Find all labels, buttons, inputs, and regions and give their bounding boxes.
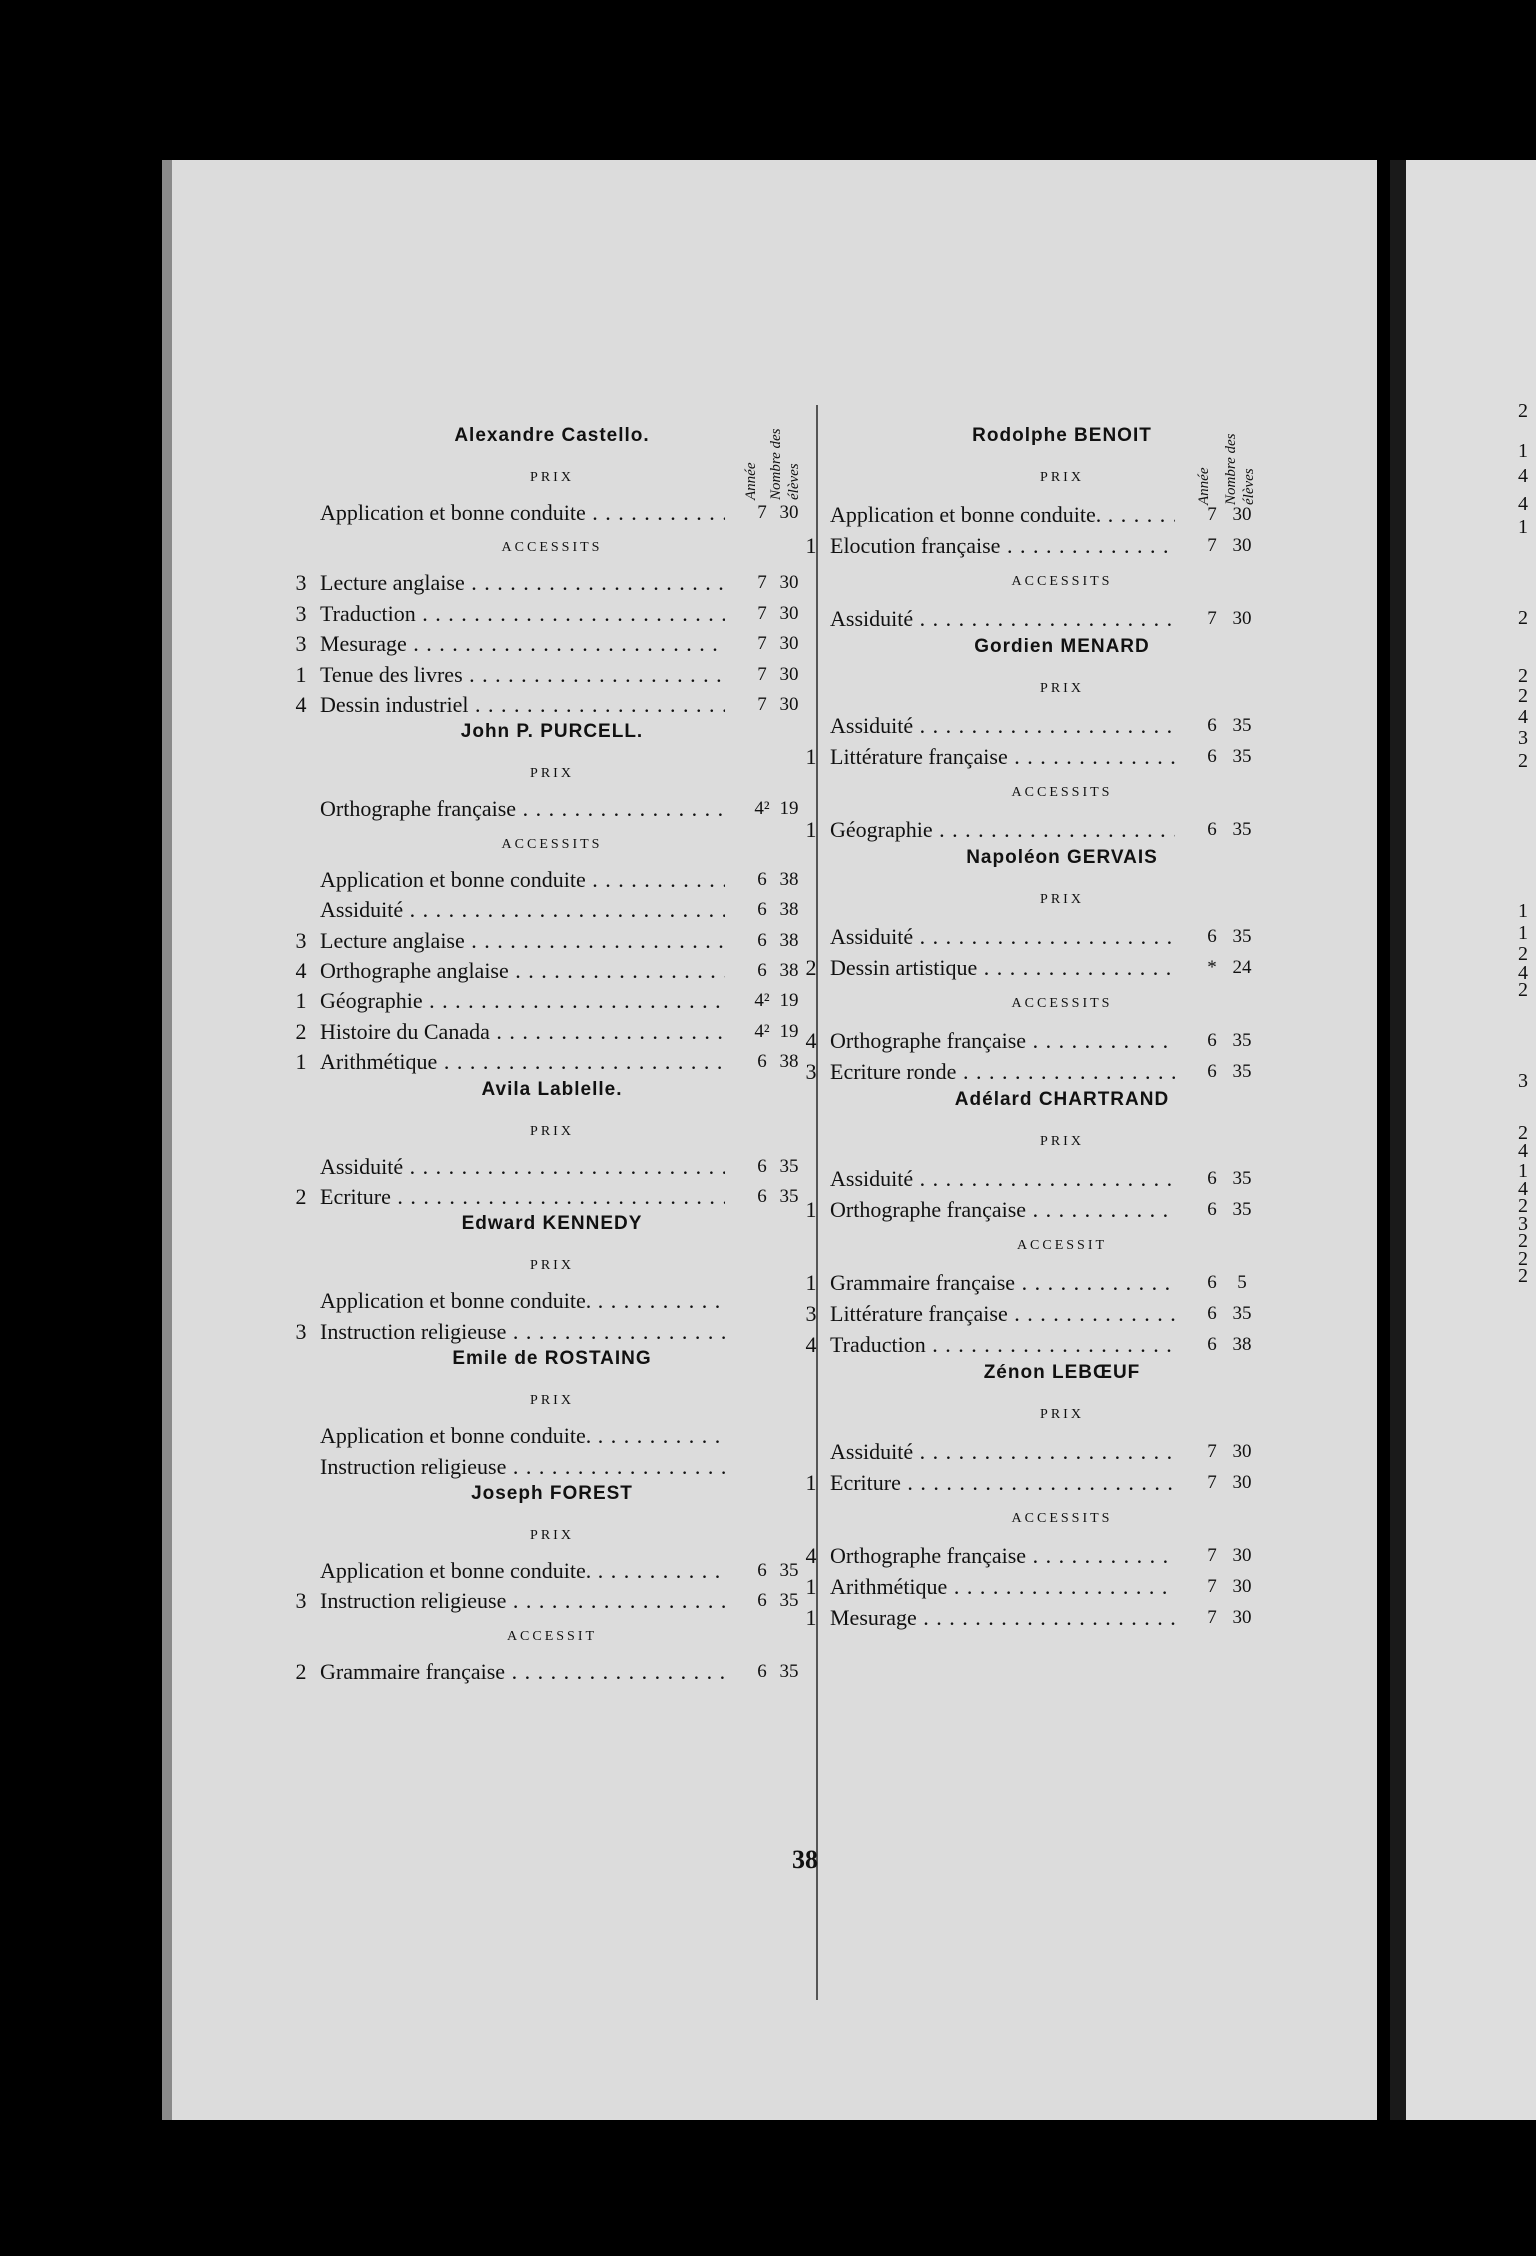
- students-value: 30: [1232, 1545, 1252, 1566]
- year-value: 4²: [754, 1020, 770, 1042]
- year-value: 7: [1207, 1576, 1217, 1597]
- rank-number: 1: [805, 744, 817, 769]
- subject-label: Ecriture . . .: [830, 1468, 1175, 1498]
- rank-number: 4: [805, 1332, 817, 1357]
- subject-label: Orthographe anglaise . . .: [320, 956, 725, 986]
- award-row: [802, 1026, 1322, 1056]
- year-value: 6: [1207, 746, 1217, 767]
- students-value: 38: [779, 868, 799, 890]
- students-value: 35: [779, 1186, 799, 1207]
- year-value: 6: [757, 868, 767, 890]
- year-value: 7: [1207, 608, 1217, 629]
- subject-label: Assiduité . . .: [830, 922, 1175, 952]
- subject-label: Instruction religieuse . . .: [320, 1317, 725, 1347]
- subject-label: Littérature française . . .: [830, 742, 1175, 772]
- rank-number: 4: [295, 958, 307, 983]
- rank-number: 2: [295, 1184, 307, 1209]
- students-value: 30: [1232, 1576, 1252, 1597]
- students-value: 35: [1232, 746, 1252, 767]
- prize-heading: PRIX: [1040, 892, 1084, 907]
- subject-label: Mesurage . . .: [320, 629, 725, 659]
- students-value: 38: [1232, 1334, 1252, 1355]
- award-row: [802, 1268, 1322, 1298]
- year-value: 6: [1207, 926, 1217, 947]
- year-value: 7: [757, 572, 767, 594]
- students-value: 30: [1232, 1441, 1252, 1462]
- award-row: [802, 1299, 1322, 1329]
- accessit-heading: ACCESSITS: [1011, 785, 1113, 800]
- year-value: 6: [1207, 715, 1217, 736]
- rank-number: 2: [295, 1018, 307, 1044]
- students-value: 35: [779, 1660, 799, 1682]
- next-page-number: 1: [1518, 900, 1528, 922]
- award-row: [802, 711, 1322, 741]
- rank-number: 3: [295, 570, 307, 596]
- year-header-right: Année: [1196, 467, 1212, 505]
- rank-number: 1: [805, 1574, 817, 1599]
- rank-number: 3: [295, 600, 307, 626]
- students-value: 35: [1232, 1030, 1252, 1051]
- year-value: 7: [757, 694, 767, 715]
- next-page-number: 2: [1518, 1248, 1528, 1270]
- subject-label: Elocution française . . .: [830, 531, 1175, 561]
- award-row: [292, 986, 812, 1016]
- subject-label: Traduction . . .: [320, 599, 725, 629]
- year-value: 7: [1207, 1607, 1217, 1628]
- subject-label: Application et bonne conduite. . . .: [320, 1421, 725, 1451]
- year-value: 6: [757, 1051, 767, 1073]
- rank-number: 4: [295, 692, 307, 717]
- accessit-heading: ACCESSITS: [1011, 1511, 1113, 1526]
- subject-label: Traduction . . .: [830, 1330, 1175, 1360]
- subject-label: Application et bonne conduite. . . .: [320, 1556, 725, 1586]
- year-value: 6: [1207, 1030, 1217, 1051]
- year-header: Année: [743, 462, 759, 500]
- year-value: 6: [1207, 1168, 1217, 1189]
- subject-label: Tenue des livres . . .: [320, 660, 725, 690]
- year-value: 6: [757, 1186, 767, 1207]
- award-row: [802, 1057, 1322, 1087]
- subject-label: Application et bonne conduite . . .: [320, 865, 725, 895]
- award-row: [802, 1468, 1322, 1498]
- next-page-number: 2: [1518, 750, 1528, 772]
- award-row: [802, 815, 1322, 845]
- subject-label: Géographie . . .: [320, 986, 725, 1016]
- rank-number: 1: [295, 1049, 307, 1075]
- award-row: [292, 568, 812, 598]
- award-row: [292, 1047, 812, 1077]
- award-row: [292, 1182, 812, 1212]
- award-row: [802, 1195, 1322, 1225]
- students-value: 19: [779, 798, 799, 820]
- student-name: Avila Lablelle.: [481, 1078, 623, 1100]
- rank-number: 3: [295, 631, 307, 657]
- award-row: [802, 1572, 1322, 1602]
- subject-label: Géographie . . .: [830, 815, 1175, 845]
- award-row: [292, 1421, 812, 1451]
- subject-label: Grammaire française . . .: [320, 1657, 725, 1687]
- rank-number: 3: [295, 1318, 307, 1344]
- students-value: 35: [1232, 1303, 1252, 1324]
- students-value: 30: [779, 633, 799, 655]
- students-value: 19: [779, 1020, 799, 1042]
- year-value: 6: [1207, 1199, 1217, 1220]
- next-page-number: 1: [1518, 516, 1528, 538]
- next-page-number: 4: [1518, 1140, 1528, 1162]
- subject-label: Assiduité . . .: [320, 895, 725, 925]
- accessit-heading: ACCESSIT: [506, 1628, 598, 1644]
- student-name: Alexandre Castello.: [454, 425, 650, 446]
- year-value: 6: [1207, 1061, 1217, 1082]
- award-row: [802, 922, 1322, 952]
- subject-label: Littérature française . . .: [830, 1299, 1175, 1329]
- students-value: 38: [779, 929, 799, 951]
- award-row: [802, 1437, 1322, 1467]
- next-page-number: 3: [1518, 1070, 1528, 1092]
- next-page-number: 2: [1518, 1195, 1528, 1217]
- student-name: Gordien MENARD: [974, 636, 1150, 657]
- year-value: 6: [757, 960, 767, 981]
- next-page-number: 2: [1518, 400, 1528, 422]
- page-number: 38: [792, 1845, 818, 1874]
- students-header-right: Nombre des élèves: [1223, 433, 1257, 505]
- award-row: [292, 498, 812, 528]
- student-name: Joseph FOREST: [471, 1483, 633, 1504]
- next-page-number: 2: [1518, 1265, 1528, 1287]
- students-value: 35: [779, 1560, 799, 1581]
- rank-number: 2: [295, 1658, 307, 1684]
- prize-heading: PRIX: [530, 766, 574, 782]
- next-page-number: 2: [1518, 943, 1528, 965]
- year-value: 6: [757, 1560, 767, 1581]
- students-value: 35: [1232, 819, 1252, 840]
- subject-label: Assiduité . . .: [830, 1164, 1175, 1194]
- next-page-edge: [1390, 160, 1536, 2120]
- year-value: 6: [1207, 1272, 1217, 1293]
- next-page-number: 3: [1518, 1213, 1528, 1235]
- students-value: 30: [1232, 1472, 1252, 1493]
- award-row: [802, 1330, 1322, 1360]
- prize-heading: PRIX: [530, 1393, 574, 1409]
- students-header: Nombre des élèves: [768, 428, 802, 500]
- award-row: [292, 1586, 812, 1616]
- students-value: 35: [1232, 1199, 1252, 1220]
- rank-number: 1: [805, 1270, 817, 1295]
- year-value: 7: [757, 633, 767, 655]
- year-value: 7: [1207, 1441, 1217, 1462]
- award-row: [292, 1452, 812, 1482]
- students-value: 35: [779, 1155, 799, 1177]
- students-value: 19: [779, 990, 799, 1012]
- accessit-heading: ACCESSITS: [501, 836, 603, 852]
- award-row: [292, 794, 812, 824]
- year-value: 7: [757, 502, 767, 523]
- award-row: [292, 1657, 812, 1687]
- rank-number: 1: [805, 533, 817, 558]
- year-value: 6: [757, 899, 767, 921]
- rank-number: 3: [805, 1301, 817, 1326]
- award-row: [802, 953, 1322, 983]
- students-value: 30: [779, 572, 799, 594]
- subject-label: Dessin industriel . . .: [320, 690, 725, 720]
- rank-number: 1: [805, 1197, 817, 1222]
- students-value: 30: [1232, 535, 1252, 556]
- subject-label: Assiduité . . .: [830, 604, 1175, 634]
- next-page-number: 2: [1518, 665, 1528, 687]
- next-page-number: 1: [1518, 1160, 1528, 1182]
- award-row: [292, 599, 812, 629]
- award-row: [292, 690, 812, 720]
- students-value: 38: [779, 1051, 799, 1073]
- award-row: [802, 742, 1322, 772]
- next-page-number: 2: [1518, 685, 1528, 707]
- year-value: 7: [1207, 1545, 1217, 1566]
- next-page-number: 4: [1518, 493, 1528, 515]
- next-page-number: 1: [1518, 922, 1528, 944]
- award-row: [292, 629, 812, 659]
- students-value: 38: [779, 960, 799, 981]
- year-value: 7: [1207, 1472, 1217, 1493]
- year-value: 6: [1207, 1303, 1217, 1324]
- students-value: 30: [779, 502, 799, 523]
- next-page-number: 4: [1518, 962, 1528, 984]
- book-page: [162, 160, 1377, 2120]
- award-row: [802, 604, 1322, 634]
- year-value: 6: [1207, 1334, 1217, 1355]
- students-value: 38: [779, 899, 799, 921]
- students-value: 24: [1232, 957, 1252, 978]
- student-name: Rodolphe BENOIT: [972, 425, 1152, 446]
- next-page-number: 2: [1518, 979, 1528, 1001]
- subject-label: Ecriture . . .: [320, 1182, 725, 1212]
- rank-number: 1: [295, 661, 307, 687]
- accessit-heading: ACCESSIT: [1016, 1238, 1108, 1253]
- award-row: [802, 500, 1322, 530]
- prize-heading: PRIX: [530, 1528, 574, 1543]
- subject-label: Instruction religieuse . . .: [320, 1452, 725, 1482]
- next-page-number: 1: [1518, 440, 1528, 462]
- accessit-heading: ACCESSITS: [1011, 574, 1113, 589]
- subject-label: Instruction religieuse . . .: [320, 1586, 725, 1616]
- subject-label: Dessin artistique . . .: [830, 953, 1175, 983]
- student-name: Edward KENNEDY: [461, 1213, 643, 1235]
- rank-number: 1: [805, 1470, 817, 1495]
- subject-label: Orthographe française . . .: [830, 1026, 1175, 1056]
- prize-heading: PRIX: [1040, 1134, 1084, 1149]
- prize-heading: PRIX: [530, 1258, 574, 1274]
- year-value: 6: [757, 929, 767, 951]
- students-value: 30: [1232, 504, 1252, 525]
- student-name: Adélard CHARTRAND: [954, 1089, 1170, 1110]
- students-value: 35: [1232, 926, 1252, 947]
- subject-label: Orthographe française . . .: [830, 1195, 1175, 1225]
- year-value: 7: [1207, 504, 1217, 525]
- year-value: *: [1207, 957, 1217, 978]
- prize-heading: PRIX: [530, 1123, 574, 1139]
- subject-label: Assiduité . . .: [830, 711, 1175, 741]
- accessit-heading: ACCESSITS: [1011, 996, 1113, 1011]
- subject-label: Assiduité . . .: [830, 1437, 1175, 1467]
- award-row: [292, 1152, 812, 1182]
- subject-label: Application et bonne conduite. . . .: [830, 500, 1175, 530]
- subject-label: Application et bonne conduite . . .: [320, 498, 725, 528]
- next-page-number: 2: [1518, 1230, 1528, 1252]
- subject-label: Orthographe française . . .: [830, 1541, 1175, 1571]
- award-row: [292, 926, 812, 956]
- next-page-number: 2: [1518, 1122, 1528, 1144]
- subject-label: Lecture anglaise . . .: [320, 568, 725, 598]
- next-page-number: 4: [1518, 706, 1528, 728]
- next-page-number: 4: [1518, 465, 1528, 487]
- subject-label: Assiduité . . .: [320, 1152, 725, 1182]
- students-value: 35: [779, 1590, 799, 1612]
- award-row: [802, 1164, 1322, 1194]
- students-value: 35: [1232, 715, 1252, 736]
- year-value: 7: [757, 663, 767, 685]
- year-value: 6: [1207, 819, 1217, 840]
- subject-label: Arithmétique . . .: [830, 1572, 1175, 1602]
- award-row: [292, 660, 812, 690]
- award-row: [292, 1317, 812, 1347]
- award-row: [802, 1541, 1322, 1571]
- students-value: 30: [779, 663, 799, 685]
- prize-heading: PRIX: [1040, 681, 1084, 696]
- award-row: [292, 895, 812, 925]
- award-row: [802, 531, 1322, 561]
- rank-number: 3: [295, 927, 307, 953]
- students-value: 30: [779, 694, 799, 715]
- year-value: 6: [757, 1660, 767, 1682]
- student-name: Emile de ROSTAING: [452, 1348, 652, 1370]
- award-row: [292, 1286, 812, 1316]
- rank-number: 1: [805, 817, 817, 842]
- prize-heading: PRIX: [530, 470, 574, 485]
- subject-label: Mesurage . . .: [830, 1603, 1175, 1633]
- rank-number: 4: [805, 1028, 817, 1053]
- rank-number: 3: [295, 1588, 307, 1614]
- year-value: 6: [757, 1590, 767, 1612]
- students-value: 30: [779, 602, 799, 624]
- students-value: 5: [1237, 1272, 1247, 1293]
- prize-heading: PRIX: [1040, 470, 1084, 485]
- next-page-number: 2: [1518, 607, 1528, 629]
- next-page-number: 3: [1518, 727, 1528, 749]
- next-page-number: 4: [1518, 1178, 1528, 1200]
- subject-label: Histoire du Canada . . .: [320, 1017, 725, 1047]
- year-value: 6: [757, 1155, 767, 1177]
- rank-number: 4: [805, 1543, 817, 1568]
- rank-number: 1: [295, 988, 307, 1014]
- award-row: [802, 1603, 1322, 1633]
- rank-number: 2: [805, 955, 817, 980]
- students-value: 30: [1232, 608, 1252, 629]
- subject-label: Arithmétique . . .: [320, 1047, 725, 1077]
- students-value: 35: [1232, 1061, 1252, 1082]
- subject-label: Grammaire française . . .: [830, 1268, 1175, 1298]
- year-value: 7: [757, 602, 767, 624]
- student-name: Zénon LEBŒUF: [983, 1362, 1141, 1383]
- page-gutter: [1390, 160, 1406, 2120]
- subject-label: Ecriture ronde . . .: [830, 1057, 1175, 1087]
- award-row: [292, 1556, 812, 1586]
- year-value: 4²: [754, 798, 770, 820]
- students-value: 30: [1232, 1607, 1252, 1628]
- student-name: John P. PURCELL.: [460, 721, 644, 743]
- accessit-heading: ACCESSITS: [501, 540, 603, 556]
- rank-number: 3: [805, 1059, 817, 1084]
- prize-heading: PRIX: [1040, 1407, 1084, 1422]
- rank-number: 1: [805, 1605, 817, 1630]
- award-row: [292, 1017, 812, 1047]
- year-value: 4²: [754, 990, 770, 1012]
- subject-label: Orthographe française . . .: [320, 794, 725, 824]
- year-value: 7: [1207, 535, 1217, 556]
- award-row: [292, 865, 812, 895]
- award-row: [292, 956, 812, 986]
- subject-label: Lecture anglaise . . .: [320, 926, 725, 956]
- subject-label: Application et bonne conduite. . . .: [320, 1286, 725, 1316]
- students-value: 35: [1232, 1168, 1252, 1189]
- student-name: Napoléon GERVAIS: [966, 847, 1158, 868]
